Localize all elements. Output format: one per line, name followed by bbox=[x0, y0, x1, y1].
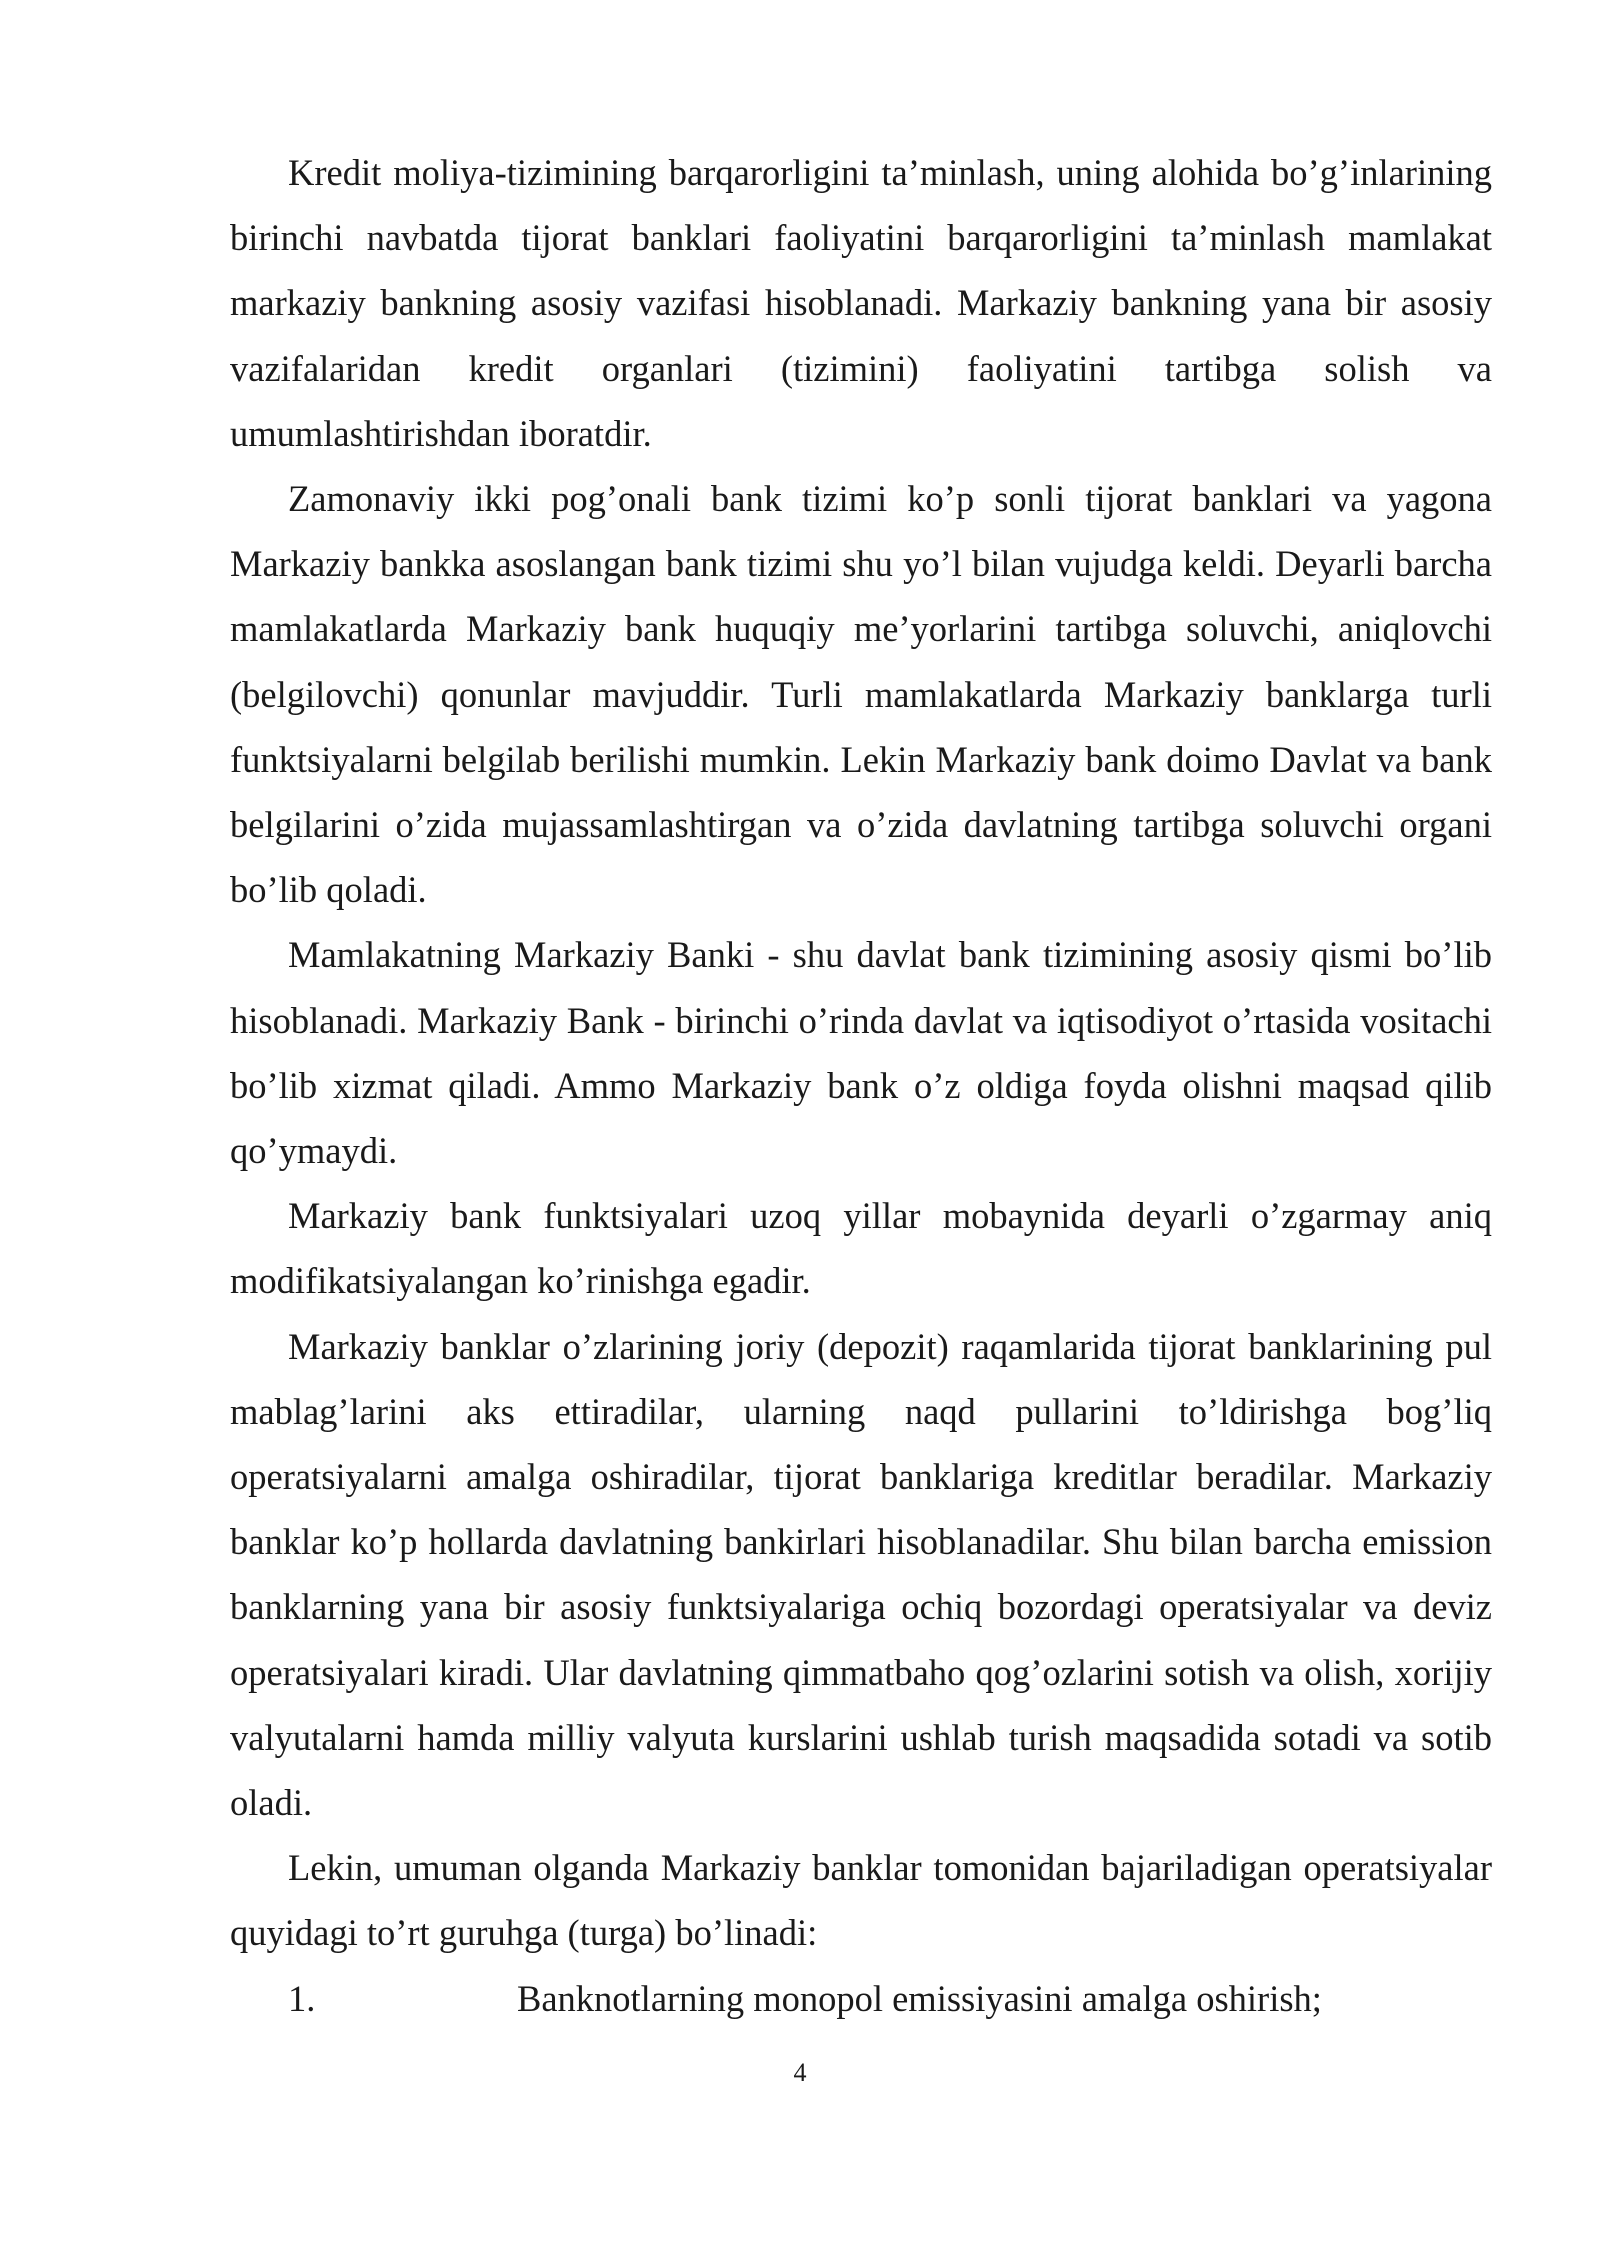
list-item-number: 1. bbox=[288, 1977, 316, 2019]
paragraph: Lekin, umuman olganda Markaziy banklar tomonidan bajariladigan operatsiyalar quyidagi to’rt guruhga (turga) bo’linadi: bbox=[230, 1847, 1492, 1954]
paragraph: Kredit moliya-tizimining barqarorligini ta’minlash, uning alohida bo’g’inlarining birinchi navbatda tijorat banklari faoliyatini barqarorligini ta’minlash mamlakat markaziy bankning asosiy vazifasi hisoblanadi. Markaziy bankning yana bir asosiy vazifalaridan kredit organlari (tizimini) faoliyatini tartibga solish va umumlashtirishdan iboratdir. bbox=[230, 152, 1492, 454]
list-item bbox=[230, 1966, 1492, 2031]
paragraph: Zamonaviy ikki pog’onali bank tizimi ko’p sonli tijorat banklari va yagona Markaziy bankka asoslangan bank tizimi shu yo’l bilan vujudga keldi. Deyarli barcha mamlakatlarda Markaziy bank huquqiy me’yorlarini tartibga soluvchi, aniqlovchi (belgilovchi) qonunlar mavjuddir. Turli mamlakatlarda Markaziy banklarga turli funktsiyalarni belgilab berilishi mumkin. Lekin Markaziy bank doimo Davlat va bank belgilarini o’zida mujassamlashtirgan va o’zida davlatning tartibga soluvchi organi bo’lib qoladi. bbox=[230, 478, 1492, 911]
list-item-text: Banknotlarning monopol emissiyasini amalga oshirish; bbox=[517, 1977, 1322, 2019]
body-text bbox=[230, 140, 1492, 2031]
paragraph: Markaziy banklar o’zlarining joriy (depozit) raqamlarida tijorat banklarining pul mablag’larini aks ettiradilar, ularning naqd pullarini to’ldirishga bog’liq operatsiyalarni amalga oshiradilar, tijorat banklariga kreditlar beradilar. Markaziy banklar ko’p hollarda davlatning bankirlari hisoblanadilar. Shu bilan barcha emission banklarning yana bir asosiy funktsiyalariga ochiq bozordagi operatsiyalar va deviz operatsiyalari kiradi. Ular davlatning qimmatbaho qog’ozlarini sotish va olish, xorijiy valyutalarni hamda milliy valyuta kurslarini ushlab turish maqsadida sotadi va sotib oladi. bbox=[230, 1325, 1492, 1824]
paragraph: Mamlakatning Markaziy Banki - shu davlat bank tizimining asosiy qismi bo’lib hisoblanadi. Markaziy Bank - birinchi o’rinda davlat va iqtisodiyot o’rtasida vositachi bo’lib xizmat qiladi. Ammo Markaziy bank o’z oldiga foyda olishni maqsad qilib qo’ymaydi. bbox=[230, 934, 1492, 1172]
page-number: 4 bbox=[793, 2058, 807, 2087]
paragraph: Markaziy bank funktsiyalari uzoq yillar mobaynida deyarli o’zgarmay aniq modifikatsiyalangan ko’rinishga egadir. bbox=[230, 1195, 1492, 1302]
